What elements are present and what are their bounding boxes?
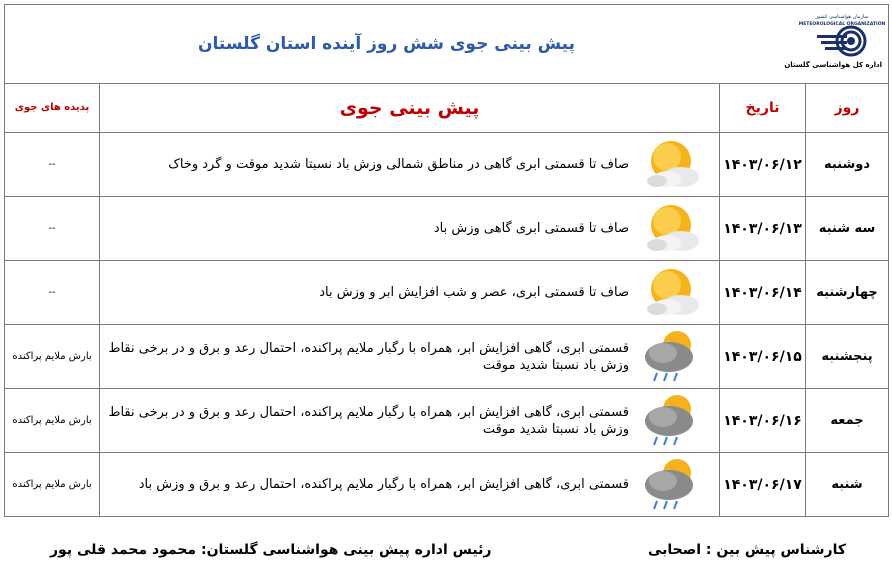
forecast-cell	[100, 133, 720, 197]
header-cell	[5, 5, 889, 84]
org-logo	[784, 11, 886, 77]
phenomena-cell: بارش ملایم پراکنده	[5, 389, 100, 453]
forecast-cell	[100, 453, 720, 517]
date-cell: ۱۴۰۳/۰۶/۱۷	[720, 453, 806, 517]
forecast-text: صاف تا قسمتی ابری گاهی در مناطق شمالی وزش باد نسبتا شدید موقت و گرد وخاک	[168, 157, 629, 172]
date-cell: ۱۴۰۳/۰۶/۱۲	[720, 133, 806, 197]
forecast-text: قسمتی ابری، گاهی افزایش ابر، همراه با رگبار ملایم پراکنده، احتمال رعد و برق و در برخی نقاط وزش باد نسبتا شدید موقت	[108, 340, 629, 373]
table-row	[5, 453, 889, 517]
table-row	[5, 133, 889, 197]
day-cell: پنجشنبه	[806, 325, 889, 389]
rain-cloud-sun-icon	[637, 455, 701, 515]
footer	[0, 536, 892, 566]
date-cell: ۱۴۰۳/۰۶/۱۶	[720, 389, 806, 453]
head-signature: رئیس اداره پیش بینی هواشناسی گلستان: محمود محمد قلی پور	[50, 542, 492, 558]
partly-cloudy-sun-icon	[637, 135, 701, 195]
table-row	[5, 325, 889, 389]
partly-cloudy-sun-icon	[637, 263, 701, 323]
date-cell: ۱۴۰۳/۰۶/۱۵	[720, 325, 806, 389]
forecast-text: صاف تا قسمتی ابری، عصر و شب افزایش ابر و وزش باد	[319, 285, 629, 300]
day-cell: سه شنبه	[806, 197, 889, 261]
rain-cloud-sun-icon	[637, 327, 701, 387]
meteorological-organization-logo-icon	[798, 11, 886, 59]
forecast-cell	[100, 197, 720, 261]
forecast-text: صاف تا قسمتی ابری گاهی وزش باد	[433, 221, 629, 236]
forecast-table	[4, 4, 889, 517]
phenomena-cell: --	[5, 197, 100, 261]
forecast-text: قسمتی ابری، گاهی افزایش ابر، همراه با رگبار ملایم پراکنده، احتمال رعد و برق و وزش باد	[138, 477, 629, 492]
forecast-cell	[100, 389, 720, 453]
svg-text:سازمان هواشناسی کشور: سازمان هواشناسی کشور	[815, 14, 869, 20]
column-header-row	[5, 84, 889, 133]
column-header-forecast: پیش بینی جوی	[100, 84, 720, 133]
day-cell: دوشنبه	[806, 133, 889, 197]
forecast-cell	[100, 261, 720, 325]
column-header-phenomena: پدیده های جوی	[5, 84, 100, 133]
header-row	[5, 5, 889, 84]
rain-cloud-sun-icon	[637, 391, 701, 451]
phenomena-cell: --	[5, 133, 100, 197]
date-cell: ۱۴۰۳/۰۶/۱۴	[720, 261, 806, 325]
forecast-sheet	[4, 4, 888, 517]
phenomena-cell: بارش ملایم پراکنده	[5, 325, 100, 389]
table-row	[5, 389, 889, 453]
forecast-cell	[100, 325, 720, 389]
table-row	[5, 261, 889, 325]
table-row	[5, 197, 889, 261]
org-caption: اداره کل هواشناسی گلستان	[784, 61, 882, 69]
phenomena-cell: --	[5, 261, 100, 325]
forecaster-signature: کارشناس پیش بین : اصحابی	[647, 542, 846, 558]
day-cell: شنبه	[806, 453, 889, 517]
day-cell: جمعه	[806, 389, 889, 453]
page-title: پیش بینی جوی شش روز آینده استان گلستان	[198, 34, 575, 54]
forecast-text: قسمتی ابری، گاهی افزایش ابر، همراه با رگبار ملایم پراکنده، احتمال رعد و برق و در برخی نقاط وزش باد نسبتا شدید موقت	[108, 404, 629, 437]
day-cell: چهارشنبه	[806, 261, 889, 325]
partly-cloudy-sun-icon	[637, 199, 701, 259]
column-header-day: روز	[806, 84, 889, 133]
column-header-date: تاریخ	[720, 84, 806, 133]
logo-wordmark: METEOROLOGICAL ORGANIZATION	[798, 22, 886, 27]
phenomena-cell: بارش ملایم پراکنده	[5, 453, 100, 517]
date-cell: ۱۴۰۳/۰۶/۱۳	[720, 197, 806, 261]
